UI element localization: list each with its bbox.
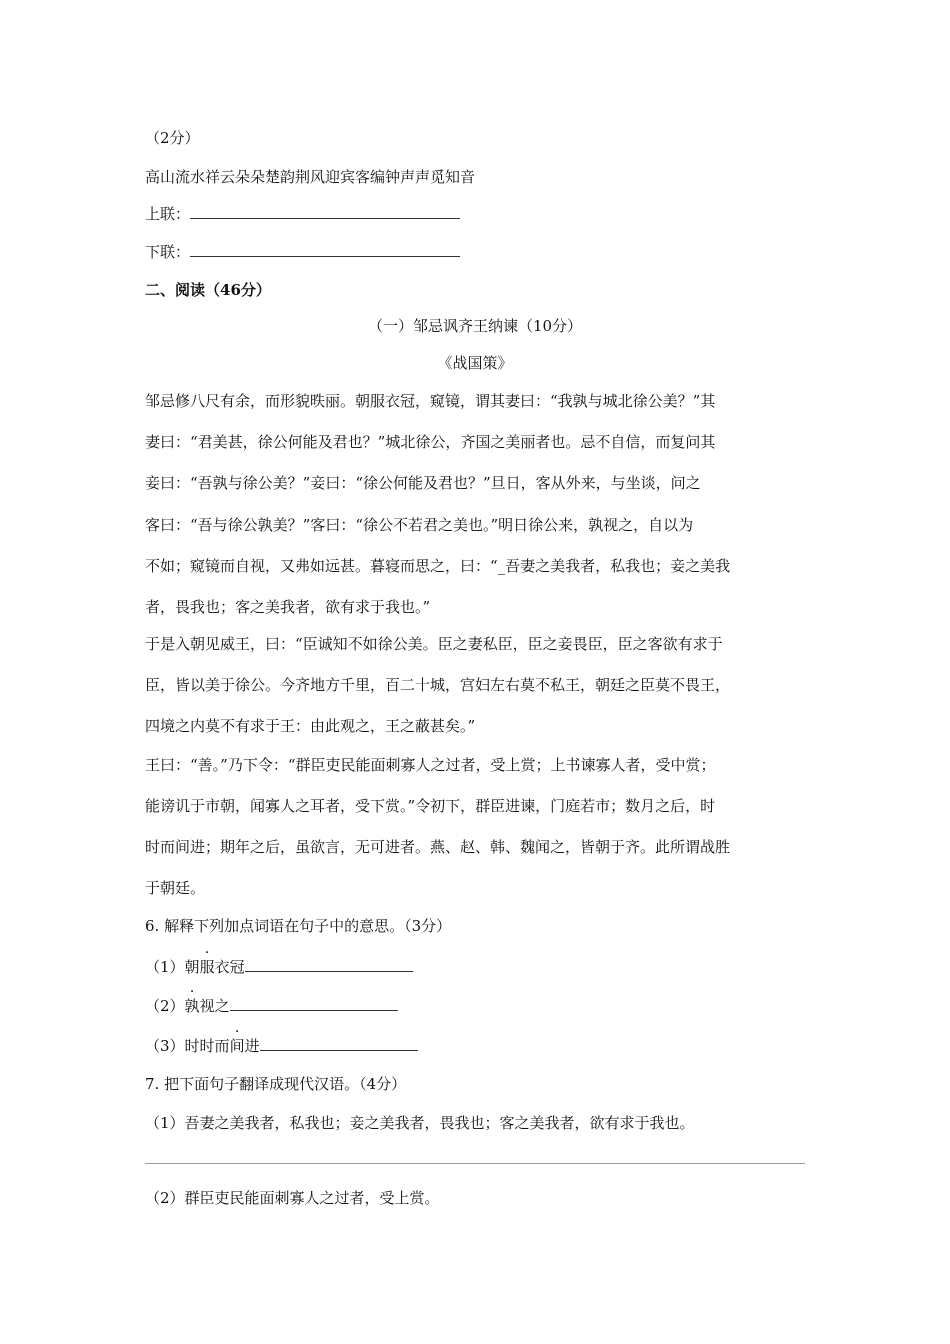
question-6-item (145, 996, 398, 1016)
upper-couplet-blank[interactable] (190, 204, 460, 219)
question-6-item (145, 957, 413, 977)
item-text: 衣冠 (214, 958, 245, 976)
passage-line: 于是入朝见威王，曰：“臣诚知不如徐公美。臣之妻私臣，臣之妾畏臣，臣之客欲有求于 (145, 635, 723, 653)
lower-couplet-line (145, 242, 460, 262)
lower-couplet-blank[interactable] (190, 242, 460, 257)
answer-line[interactable] (145, 1163, 805, 1164)
dotted-word: 间 (229, 1037, 245, 1055)
question-6-stem: 6. 解释下列加点词语在句子中的意思。（3分） (145, 917, 452, 935)
passage-source: 《战国策》 (437, 354, 513, 372)
section-heading: 二、阅读（46分） (145, 281, 271, 299)
passage-line: 不如；窥镜而自视，又弗如远甚。暮寝而思之，曰：“_吾妻之美我者，私我也；妾之美我 (145, 557, 731, 575)
answer-blank[interactable] (245, 957, 413, 972)
answer-blank[interactable] (260, 1036, 418, 1051)
question-7-sentence: （1）吾妻之美我者，私我也；妾之美我者，畏我也；客之美我者，欲有求于我也。 (145, 1114, 695, 1132)
answer-blank[interactable] (230, 996, 398, 1011)
question-7-stem: 7. 把下面句子翻译成现代汉语。（4分） (145, 1075, 407, 1093)
passage-line: 时而间进；期年之后，虽欲言，无可进者。燕、赵、韩、魏闻之，皆朝于齐。此所谓战胜 (145, 838, 731, 856)
passage-line: 妾曰：“吾孰与徐公美？”妾曰：“徐公何能及君也？”旦日，客从外来，与坐谈，问之 (145, 474, 701, 492)
item-text: 进 (244, 1037, 260, 1055)
lower-couplet-label: 下联： (145, 243, 191, 261)
passage-line: 客曰：“吾与徐公孰美？”客曰：“徐公不若君之美也。”明日徐公来，孰视之，自以为 (145, 516, 694, 534)
dotted-word: 服 (199, 958, 215, 976)
question-6-item (145, 1036, 418, 1056)
score-note: （2分） (145, 129, 200, 147)
passage-line: 能谤讥于市朝，闻寡人之耳者，受下赏。”令初下，群臣进谏，门庭若市；数月之后，时 (145, 797, 716, 815)
upper-couplet-label: 上联： (145, 205, 191, 223)
item-text: 视之 (199, 997, 230, 1015)
dotted-word: 孰 (184, 997, 200, 1015)
passage-line: 于朝廷。 (145, 879, 206, 897)
item-number: （3） (145, 1037, 185, 1055)
passage-line: 邹忌修八尺有余，而形貌昳丽。朝服衣冠，窥镜，谓其妻曰：“我孰与城北徐公美？”其 (145, 392, 716, 410)
item-number: （1） (145, 958, 185, 976)
passage-line: 四境之内莫不有求于王：由此观之，王之蔽甚矣。” (145, 717, 476, 735)
item-number: （2） (145, 997, 185, 1015)
passage-line: 臣，皆以美于徐公。今齐地方千里，百二十城，宫妇左右莫不私王，朝廷之臣莫不畏王， (145, 676, 731, 694)
passage-line: 王曰：“善。”乃下令：“群臣吏民能面刺寡人之过者，受上赏；上书谏寡人者，受中赏； (145, 756, 716, 774)
item-text: 朝 (184, 958, 200, 976)
passage-line: 妻曰：“君美甚，徐公何能及君也？”城北徐公，齐国之美丽者也。忌不自信，而复问其 (145, 433, 716, 451)
item-text: 时时而 (184, 1037, 230, 1055)
upper-couplet-line (145, 204, 460, 224)
passage-line: 者，畏我也；客之美我者，欲有求于我也。” (145, 598, 431, 616)
passage-title: （一）邹忌讽齐王纳谏（10分） (367, 317, 583, 335)
question-7-sentence: （2）群臣吏民能面刺寡人之过者，受上赏。 (145, 1189, 440, 1207)
couplet-source: 高山流水祥云朵朵楚韵荆风迎宾客编钟声声觅知音 (145, 168, 476, 186)
